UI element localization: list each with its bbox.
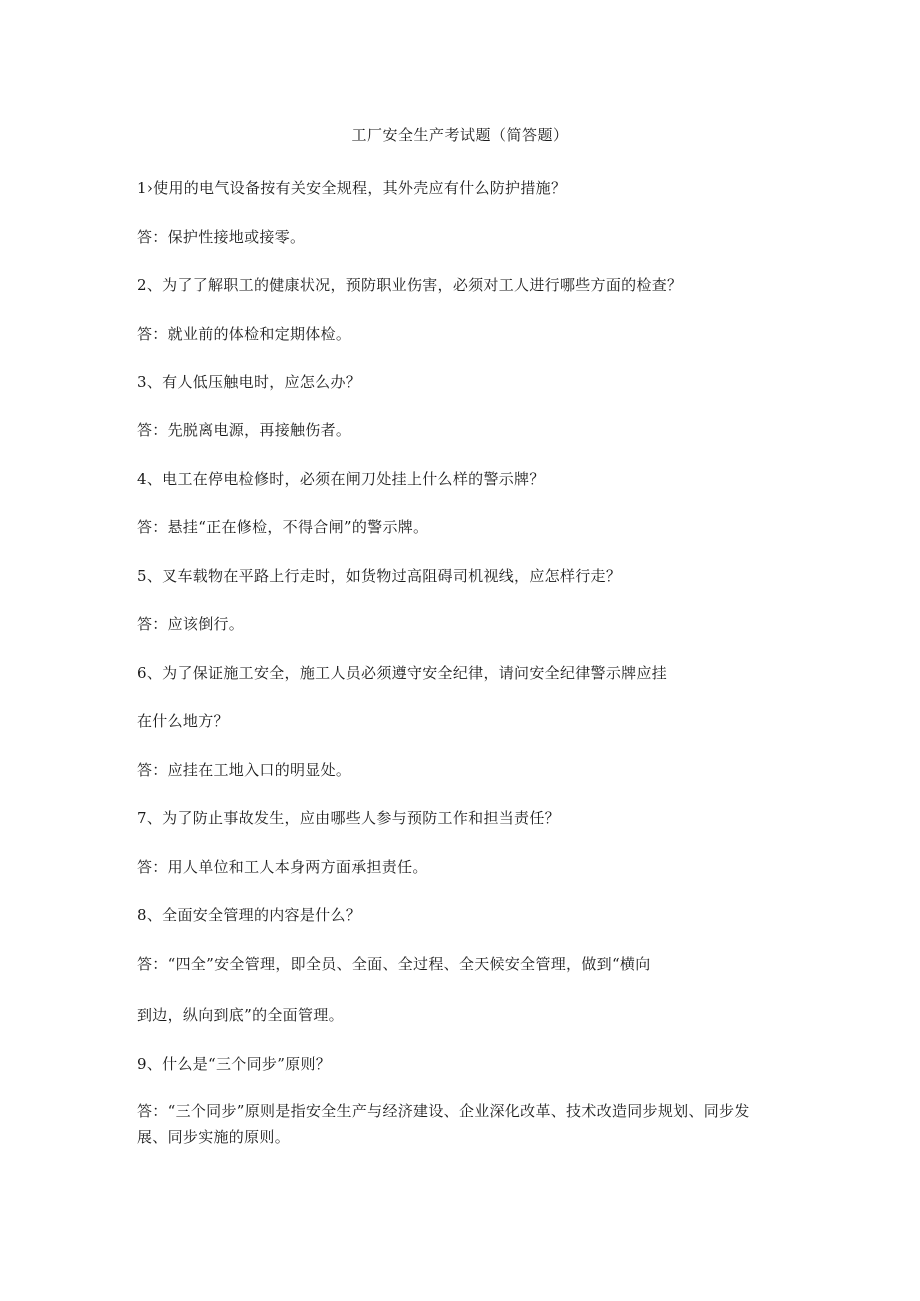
question-7: 7、为了防止事故发生，应由哪些人参与预防工作和担当责任？ (137, 809, 560, 827)
answer-9: 答：“三个同步”原则是指安全生产与经济建设、企业深化改革、技术改造同步规划、同步发展、同步实施的原则。 (137, 1102, 750, 1146)
answer-3: 答：先脱离电源，再接触伤者。 (137, 421, 352, 439)
question-6-line-1: 6、为了保证施工安全，施工人员必须遵守安全纪律，请问安全纪律警示牌应挂 (137, 664, 668, 682)
question-1: 1›使用的电气设备按有关安全规程，其外壳应有什么防护措施？ (137, 179, 567, 197)
answer-8-line-2: 到边，纵向到底”的全面管理。 (137, 1006, 344, 1024)
answer-5: 答：应该倒行。 (137, 615, 245, 633)
question-2: 2、为了了解职工的健康状况，预防职业伤害，必须对工人进行哪些方面的检查？ (137, 276, 683, 294)
question-3: 3、有人低压触电时，应怎么办？ (137, 373, 362, 391)
question-5: 5、叉车载物在平路上行走时，如货物过高阻碍司机视线，应怎样行走？ (137, 567, 622, 585)
question-4: 4、电工在停电检修时，必须在闸刀处挂上什么样的警示牌？ (137, 470, 545, 488)
answer-1: 答：保护性接地或接零。 (137, 228, 306, 246)
answer-4: 答：悬挂“正在修检，不得合闸”的警示牌。 (137, 518, 429, 536)
answer-7: 答：用人单位和工人本身两方面承担责任。 (137, 858, 428, 876)
question-9: 9、什么是“三个同步”原则？ (137, 1055, 332, 1073)
document-title: 工厂安全生产考试题（简答题） (351, 126, 569, 144)
answer-2: 答：就业前的体检和定期体检。 (137, 325, 352, 343)
answer-6: 答：应挂在工地入口的明显处。 (137, 761, 352, 779)
question-6-line-2: 在什么地方？ (137, 712, 229, 730)
answer-8-line-1: 答：“四全”安全管理，即全员、全面、全过程、全天候安全管理，做到“横向 (137, 955, 651, 973)
question-8: 8、全面安全管理的内容是什么？ (137, 906, 362, 924)
